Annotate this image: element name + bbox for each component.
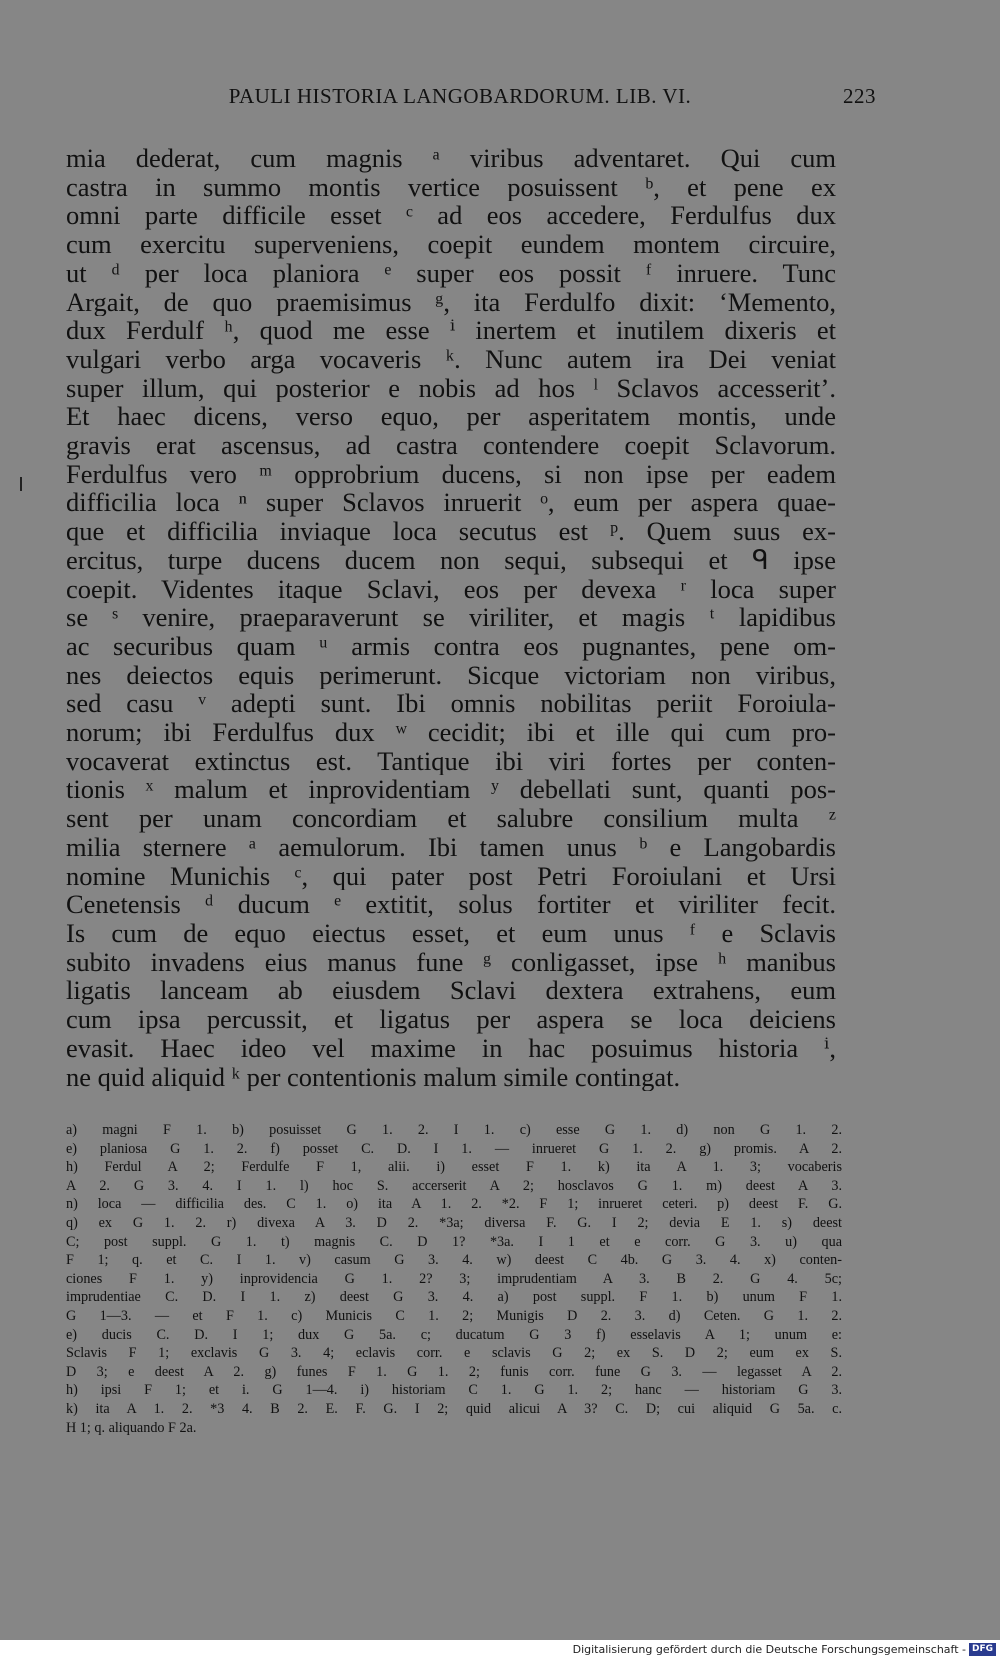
footnote-line: e) ducis C. D. I 1; dux G 5a. c; ducatum G 3 f) esselavis A 1; unum e: — [66, 1326, 842, 1343]
text-line: ac securibus quam ᵘ armis contra eos pugnantes, pene om- — [66, 631, 836, 661]
text-line: cum exercitu superveniens, coepit eundem montem circuire, — [66, 230, 836, 259]
running-title: PAULI HISTORIA LANGOBARDORUM. LIB. VI. — [228, 84, 692, 108]
text-line: subito invadens eius manus fune ᵍ conligasset, ipse ʰ manibus — [66, 947, 836, 977]
footnote-line: k) ita A 1. 2. *3 4. B 2. E. F. G. I 2; quid alicui A 3? C. D; cui aliquid G 5a. c. — [66, 1400, 842, 1417]
text-line: que et difficilia inviaque loca secutus est ᵖ. Quem suus ex- — [66, 517, 836, 546]
text-line: tionis ˣ malum et inprovidentiam ʸ debellati sunt, quanti pos- — [66, 775, 836, 805]
text-line: milia sternere ᵃ aemulorum. Ibi tamen unus ᵇ e Langobardis — [66, 832, 836, 862]
text-line: mia dederat, cum magnis ᵃ viribus adventaret. Qui cum — [66, 144, 836, 173]
dfg-logo: DFG — [969, 1643, 996, 1656]
footnote-line: h) Ferdul A 2; Ferdulfe F 1, alii. i) esset F 1. k) ita A 1. 3; vocaberis — [66, 1159, 842, 1176]
critical-apparatus — [66, 1121, 842, 1437]
margin-mark — [20, 477, 22, 491]
text-line: ne quid aliquid ᵏ per contentionis malum simile contingat. — [66, 1062, 681, 1092]
text-line: difficilia loca ⁿ super Sclavos inruerit ᵒ, eum per aspera quae- — [66, 488, 836, 518]
text-line: nomine Munichis ᶜ, qui pater post Petri Foroiulani et Ursi — [66, 861, 836, 891]
footnote-line: a) magni F 1. b) posuisset G 1. 2. I 1. c) esse G 1. d) non G 1. 2. — [66, 1122, 842, 1138]
footnote-line: ciones F 1. y) inprovidencia G 1. 2? 3; imprudentiam A 3. B 2. G 4. 5c; — [66, 1270, 842, 1287]
text-line: gravis erat ascensus, ad castra contendere coepit Sclavorum. — [66, 431, 836, 460]
footnote-line: h) ipsi F 1; et i. G 1—4. i) historiam C 1. G 1. 2; hanc — historiam G 3. — [66, 1382, 842, 1399]
text-line: dux Ferdulf ʰ, quod me esse ⁱ inertem et inutilem dixeris et — [66, 316, 836, 345]
footnote-line: D 3; e deest A 2. g) funes F 1. G 1. 2; funis corr. fune G 3. — legasset A 2. — [66, 1363, 842, 1380]
page-number: 223 — [843, 84, 876, 108]
text-line: super illum, qui posterior e nobis ad hos ˡ Sclavos accesserit’. — [66, 373, 836, 403]
text-line: Is cum de equo eiectus esset, et eum unus ᶠ e Sclavis — [66, 918, 836, 948]
text-line: cum ipsa percussit, et ligatus per aspera se loca deiciens — [66, 1005, 836, 1034]
footnote-line: H 1; q. aliquando F 2a. — [66, 1419, 197, 1436]
running-head — [66, 84, 876, 109]
main-text — [66, 144, 836, 1091]
footnote-line: F 1; q. et C. I 1. v) casum G 3. 4. w) deest C 4b. G 3. 4. x) conten- — [66, 1252, 842, 1269]
text-line: ut ᵈ per loca planiora ᵉ super eos possit ᶠ inruere. Tunc — [66, 258, 836, 288]
text-line: se ˢ venire, praeparaverunt se viriliter, et magis ᵗ lapidibus — [66, 603, 836, 632]
text-line: coepit. Videntes itaque Sclavi, eos per devexa ʳ loca super — [66, 574, 836, 604]
text-line: Cenetensis ᵈ ducum ᵉ extitit, solus fortiter et viriliter fecit. — [66, 890, 836, 919]
footnote-line: e) planiosa G 1. 2. f) posset C. D. I 1. — inrueret G 1. 2. g) promis. A 2. — [66, 1140, 842, 1157]
footnote-line: G 1—3. — et F 1. c) Municis C 1. 2; Munigis D 2. 3. d) Ceten. G 1. 2. — [66, 1307, 842, 1324]
text-line: norum; ibi Ferdulfus dux ʷ cecidit; ibi et ille qui cum pro- — [66, 718, 836, 747]
text-line: vulgari verbo arga vocaveris ᵏ. Nunc autem ira Dei veniat — [66, 344, 836, 374]
text-line: ligatis lanceam ab eiusdem Sclavi dextera extrahens, eum — [66, 976, 836, 1006]
footnote-line: imprudentiae C. D. I 1. z) deest G 3. 4. a) post suppl. F 1. b) unum F 1. — [66, 1289, 842, 1306]
digitization-credit: Digitalisierung gefördert durch die Deutsche Forschungsgemeinschaft - — [572, 1643, 966, 1656]
text-line: nes deiectos equis perimerunt. Sicque victoriam non viribus, — [66, 660, 836, 690]
text-line: omni parte difficile esset ᶜ ad eos accedere, Ferdulfus dux — [66, 201, 836, 231]
text-line: Et haec dicens, verso equo, per asperitatem montis, unde — [66, 402, 836, 432]
text-line: Ferdulfus vero ᵐ opprobrium ducens, si non ipse per eadem — [66, 459, 836, 489]
footnote-line: C; post suppl. G 1. t) magnis C. D 1? *3a. I 1 et e corr. G 3. u) qua — [66, 1233, 842, 1250]
footnote-line: Sclavis F 1; exclavis G 3. 4; eclavis corr. e sclavis G 2; ex S. D 2; eum ex S. — [66, 1345, 842, 1362]
text-line: sent per unam concordiam et salubre consilium multa ᶻ — [66, 804, 836, 833]
text-line: vocaverat extinctus est. Tantique ibi viri fortes per conten- — [66, 746, 836, 776]
text-line: castra in summo montis vertice posuissent ᵇ, et pene ex — [66, 172, 836, 202]
footnote-line: n) loca — difficilia des. C 1. o) ita A 1. 2. *2. F 1; inrueret ceteri. p) deest F. G. — [66, 1196, 842, 1213]
text-line: sed casu ᵛ adepti sunt. Ibi omnis nobilitas periit Foroiula- — [66, 689, 836, 719]
footnote-line: A 2. G 3. 4. I 1. l) hoc S. accerserit A 2; hosclavos G 1. m) deest A 3. — [66, 1177, 842, 1194]
footnote-line: q) ex G 1. 2. r) divexa A 3. D 2. *3a; diversa F. G. I 2; devia E 1. s) deest — [66, 1214, 842, 1231]
text-line: ercitus, turpe ducens ducem non sequi, subsequi et ᑫ ipse — [66, 545, 836, 575]
text-line: Argait, de quo praemisimus ᵍ, ita Ferdulfo dixit: ‘Memento, — [66, 287, 836, 317]
text-line: evasit. Haec ideo vel maxime in hac posuimus historia ⁱ, — [66, 1033, 836, 1063]
